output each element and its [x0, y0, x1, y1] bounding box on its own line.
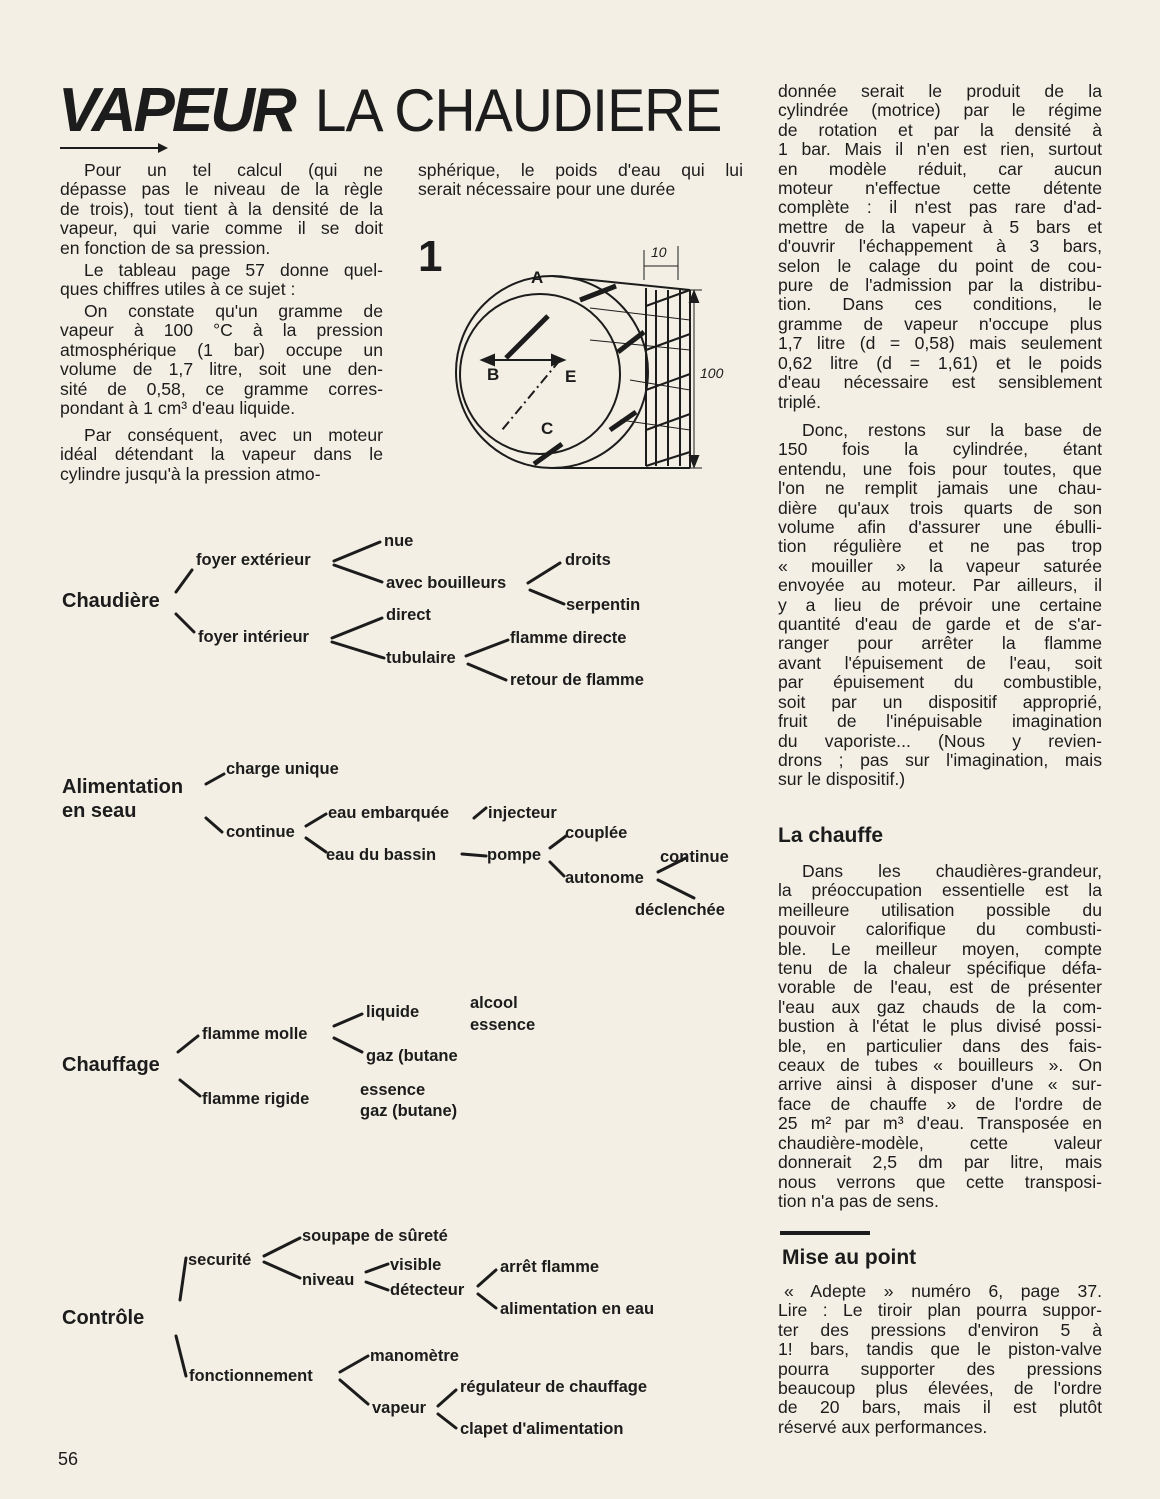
text-line: selon le calage du point de cou- — [778, 255, 1102, 276]
text-line: complète : il n'est pas rare d'ad- — [778, 197, 1102, 218]
tree-root-chauffage: Chauffage — [62, 1054, 160, 1076]
tree-alcool: alcool — [470, 994, 518, 1012]
text-line: dière qu'aux trois quarts de son — [778, 497, 1102, 518]
text-line: 25 m² par m³ d'eau. Transposée en — [778, 1113, 1102, 1134]
text-line: fruit de l'inépuisable imagination — [778, 711, 1102, 732]
text-line: atmosphérique (1 bar) occupe un — [60, 339, 383, 360]
text-line: du vaporiste... (Nous y revien- — [778, 730, 1102, 751]
text-line: Pour un tel calcul (qui ne — [84, 160, 383, 180]
tree-essence-2: essence — [360, 1081, 426, 1099]
tree-gaz-butane-1: gaz (butane — [366, 1047, 458, 1065]
tree-gaz-butane-2: gaz (butane) — [360, 1102, 458, 1120]
text-line: « mouiller » la vapeur saturée — [778, 555, 1102, 576]
text-line: de rotation et par la densité à — [778, 119, 1102, 140]
text-line: bustion à l'état le plus divisé possi- — [778, 1016, 1102, 1037]
text-line: vapeur à 100 °C à la pression — [60, 320, 383, 341]
label-b: B — [487, 365, 500, 384]
tree-root-chaudiere: Chaudière — [62, 590, 160, 612]
tree-fonctionnement: fonctionnement — [189, 1367, 313, 1385]
text-line: donnerait 2,5 dm par litre, mais — [778, 1152, 1102, 1173]
text-line: d'eau nécessaire est sensiblement — [778, 372, 1102, 393]
text-line: ble, en particulier dans des fais- — [778, 1035, 1102, 1056]
text-line: On constate qu'un gramme de — [84, 301, 383, 321]
tree-droits: droits — [565, 551, 611, 569]
text-line: drons ; pas sur l'imagination, mais — [778, 749, 1102, 770]
text-line: envoyée au moteur. Par ailleurs, il — [778, 575, 1102, 596]
tree-nue: nue — [384, 532, 414, 550]
text-line: donnée serait le produit de la — [778, 81, 1102, 101]
text-line: y a lieu de prévoir une certaine — [778, 594, 1102, 615]
text-line: Par conséquent, avec un moteur — [84, 425, 383, 445]
text-line: cylindre jusqu'à la pression atmo- — [60, 463, 321, 484]
text-line: « Adepte » numéro 6, page 37. — [784, 1281, 1102, 1301]
text-line: de trois), tout tient à la densité de la — [60, 198, 383, 219]
figure-number: 1 — [418, 232, 443, 281]
text-line: triplé. — [778, 391, 822, 412]
tree-flamme-molle: flamme molle — [202, 1025, 308, 1043]
text-line: 150 fois la cylindrée, étant — [778, 439, 1102, 460]
text-line: pourra supporter des pressions — [778, 1358, 1102, 1379]
tree-alimentation-en-eau: alimentation en eau — [500, 1300, 655, 1318]
tree-continue: continue — [226, 823, 295, 841]
label-c: C — [541, 419, 554, 438]
tree-foyer-exterieur: foyer extérieur — [196, 551, 311, 569]
tree-visible: visible — [390, 1256, 442, 1274]
tree-autonome: autonome — [565, 869, 644, 887]
tree-detecteur: détecteur — [390, 1281, 465, 1299]
text-line: meilleure utilisation possible du — [778, 899, 1102, 920]
heading-mise-au-point: Mise au point — [782, 1246, 917, 1269]
text-line: ques chiffres utiles à ce sujet : — [60, 279, 296, 300]
title-la-chaudiere: LA CHAUDIERE — [314, 77, 722, 144]
text-line: mettre de la vapeur à 5 bars et — [778, 216, 1102, 237]
tree-clapet: clapet d'alimentation — [460, 1420, 624, 1438]
text-line: Dans les chaudières-grandeur, — [802, 861, 1102, 881]
text-line: arrive ainsi à disposer d'une « sur- — [778, 1074, 1102, 1095]
tree-serpentin: serpentin — [566, 596, 641, 614]
text-line: 1,7 litre (d = 0,58) mais seulement — [778, 333, 1102, 354]
text-line: de 20 bars, mais il est plutôt — [778, 1397, 1102, 1418]
tree-continue-2: continue — [660, 848, 729, 866]
text-line: Donc, restons sur la base de — [802, 420, 1102, 440]
text-line: ranger pour arrêter la flamme — [778, 633, 1102, 654]
tree-flamme-rigide: flamme rigide — [202, 1090, 310, 1108]
text-line: face de chauffe » de l'ordre de — [778, 1093, 1102, 1114]
tree-manometre: manomètre — [370, 1347, 459, 1365]
text-line: vorable de l'eau, est de présenter — [778, 977, 1102, 998]
text-line: 0,62 litre (d = 1,61) et le poids — [778, 352, 1102, 373]
dimension-100: 100 — [700, 365, 724, 381]
tree-direct: direct — [386, 606, 431, 624]
text-line: ble. Le meilleur moyen, compte — [778, 938, 1102, 959]
text-line: Lire : Le tiroir plan pourra suppor- — [778, 1300, 1102, 1321]
tree-avec-bouilleurs: avec bouilleurs — [386, 574, 507, 592]
text-line: volume de 1,7 litre, soit une den- — [60, 359, 383, 380]
text-line: sphérique, le poids d'eau qui lui — [418, 160, 743, 180]
tree-declenchee: déclenchée — [635, 901, 725, 919]
text-line: l'eau aux gaz chauds de la com- — [778, 996, 1102, 1017]
text-line: sur le dispositif.) — [778, 769, 906, 790]
text-line: gramme de vapeur n'occupe plus — [778, 313, 1102, 334]
text-line: pouvoir calorifique du combusti- — [778, 919, 1102, 940]
text-line: pondant à 1 cm³ d'eau liquide. — [60, 398, 296, 419]
label-a: A — [531, 268, 544, 287]
text-line: la préoccupation essentielle est la — [778, 880, 1102, 901]
tree-root-en-seau: en seau — [62, 800, 137, 822]
text-line: en fonction de sa pression. — [60, 237, 271, 258]
text-line: 1 bar. Mais il n'en est rien, surtout — [778, 139, 1102, 160]
text-line: tenu de la chaleur spécifique défa- — [778, 958, 1102, 979]
tree-root-controle: Contrôle — [62, 1307, 145, 1329]
text-line: volume afin d'assurer une ébulli- — [778, 517, 1102, 538]
text-line: beaucoup plus élevées, de l'ordre — [778, 1378, 1102, 1399]
tree-eau-du-bassin: eau du bassin — [326, 846, 437, 864]
text-line: tion. Dans ces conditions, le — [778, 294, 1102, 315]
tree-retour-de-flamme: retour de flamme — [510, 671, 644, 689]
text-line: par épuisement du combustible, — [778, 672, 1102, 693]
text-line: 1! bars, tandis que le piston-valve — [778, 1339, 1102, 1360]
text-line: d'ouvrir l'échappement à 3 bars, — [778, 236, 1102, 257]
text-line: réservé aux performances. — [778, 1416, 988, 1437]
text-line: tion régulière et ne pas trop — [778, 536, 1102, 557]
tree-root-alimentation: Alimentation — [62, 776, 184, 798]
text-line: entendu, une fois pour toutes, que — [778, 458, 1102, 479]
text-line: vapeur, qui varie comme il se doit — [60, 218, 383, 239]
tree-vapeur: vapeur — [372, 1399, 427, 1417]
tree-pompe: pompe — [487, 846, 542, 864]
text-line: cylindrée (motrice) par le régime — [778, 100, 1102, 121]
tree-essence-1: essence — [470, 1016, 536, 1034]
text-line: tion n'a pas de sens. — [778, 1190, 939, 1211]
tree-couplee: couplée — [565, 824, 628, 842]
tree-securite: securité — [188, 1251, 252, 1269]
text-line: quantité d'eau de garde et de s'ar- — [778, 614, 1102, 635]
tree-flamme-directe: flamme directe — [510, 629, 627, 647]
text-line: dépasse pas le niveau de la règle — [60, 179, 383, 200]
text-line: ceaux de tubes « bouilleurs ». On — [778, 1055, 1102, 1076]
tree-foyer-interieur: foyer intérieur — [198, 628, 309, 646]
heading-la-chauffe: La chauffe — [778, 824, 884, 847]
text-line: chaudière-modèle, cette valeur — [778, 1132, 1102, 1153]
tree-arret-flamme: arrêt flamme — [500, 1258, 600, 1276]
tree-tubulaire: tubulaire — [386, 649, 456, 667]
text-line: sité de 0,58, ce gramme corres- — [60, 378, 383, 399]
text-line: l'on ne remplit jamais une chau- — [778, 478, 1102, 499]
tree-injecteur: injecteur — [488, 804, 557, 822]
dimension-10: 10 — [651, 244, 667, 260]
tree-charge-unique: charge unique — [226, 760, 339, 778]
text-line: avant l'épuisement de l'eau, soit — [778, 652, 1102, 673]
tree-regulateur: régulateur de chauffage — [460, 1378, 648, 1396]
text-line: en modèle réduit, car aucun — [778, 158, 1102, 179]
text-line: soit par un dispositif approprié, — [778, 691, 1102, 712]
label-e: E — [565, 367, 577, 386]
text-line: serait nécessaire pour une durée — [418, 179, 676, 200]
title-vapeur: VAPEUR — [58, 76, 294, 145]
page-number: 56 — [58, 1449, 79, 1469]
text-line: nous verrons que cette transposi- — [778, 1171, 1102, 1192]
text-line: ter des pressions d'environ 5 à — [778, 1319, 1102, 1340]
tree-eau-embarquee: eau embarquée — [328, 804, 450, 822]
tree-liquide: liquide — [366, 1003, 420, 1021]
text-line: idéal détendant la vapeur dans le — [60, 444, 383, 465]
tree-soupape: soupape de sûreté — [302, 1227, 448, 1245]
text-line: moteur n'effectue cette détente — [778, 178, 1102, 199]
tree-niveau: niveau — [302, 1271, 355, 1289]
text-line: Le tableau page 57 donne quel- — [84, 260, 383, 280]
text-line: pure de l'admission par la distribu- — [778, 275, 1102, 296]
